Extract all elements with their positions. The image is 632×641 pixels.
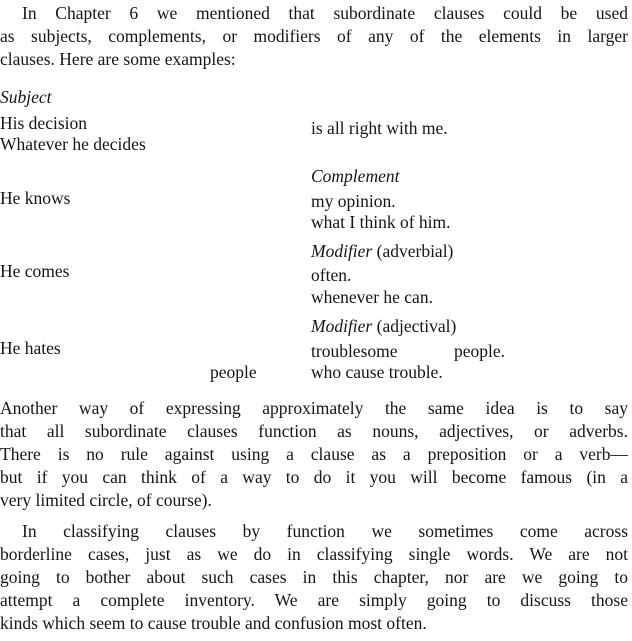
- complement-subject: He knows: [0, 188, 71, 208]
- complement-example-2: what I think of him.: [311, 212, 451, 232]
- adverbial-subject: He comes: [0, 261, 70, 281]
- body-2-line-5: kinds which seem to cause trouble and confusion most often.: [0, 613, 427, 633]
- adjectival-example-2-clause: who cause trouble.: [311, 362, 443, 382]
- adverbial-heading-italic: Modifier: [311, 241, 373, 261]
- adjectival-heading-italic: Modifier: [311, 316, 373, 336]
- body-2-line-1: In classifying clauses by function we sometimes come across: [22, 521, 628, 541]
- subject-example-1: His decision: [0, 113, 88, 133]
- body-1-line-4: but if you can think of a way to do it you will become famous (in a: [0, 467, 628, 487]
- adjectival-heading-rest: (adjectival): [372, 316, 457, 336]
- adjectival-example-1-word: troublesome: [311, 341, 398, 361]
- adverbial-heading: [311, 240, 453, 262]
- intro-line-3: clauses. Here are some examples:: [0, 49, 236, 69]
- intro-line-2: as subjects, complements, or modifiers of any of the elements in larger: [0, 26, 628, 46]
- adjectival-example-2-noun: people: [210, 362, 257, 382]
- body-2-line-2: borderline cases, just as we do in classifying single words. We are not: [0, 544, 628, 564]
- body-1-line-2: that all subordinate clauses function as nouns, adjectives, or adverbs.: [0, 421, 628, 441]
- body-1-line-1: Another way of expressing approximately the same idea is to say: [0, 398, 628, 418]
- subject-heading: Subject: [0, 87, 52, 107]
- body-1-line-5: very limited circle, of course).: [0, 490, 212, 510]
- complement-heading: Complement: [311, 166, 400, 186]
- adjectival-example-1-noun: people.: [454, 341, 506, 361]
- body-2-line-4: attempt a complete inventory. We are simply going to discuss those: [0, 590, 628, 610]
- adjectival-heading: [311, 315, 456, 337]
- adjectival-subject: He hates: [0, 338, 61, 358]
- adverbial-example-2: whenever he can.: [311, 287, 433, 307]
- subject-example-2: Whatever he decides: [0, 134, 146, 154]
- body-2-line-3: going to bother about such cases in this chapter, nor are we going to: [0, 567, 628, 587]
- adverbial-example-1: often.: [311, 265, 352, 285]
- adverbial-heading-rest: (adverbial): [372, 241, 454, 261]
- complement-example-1: my opinion.: [311, 191, 396, 211]
- intro-line-1: In Chapter 6 we mentioned that subordinate clauses could be used: [22, 3, 628, 23]
- body-1-line-3: There is no rule against using a clause as a preposition or a verb—: [0, 444, 628, 464]
- subject-predicate: is all right with me.: [311, 118, 448, 138]
